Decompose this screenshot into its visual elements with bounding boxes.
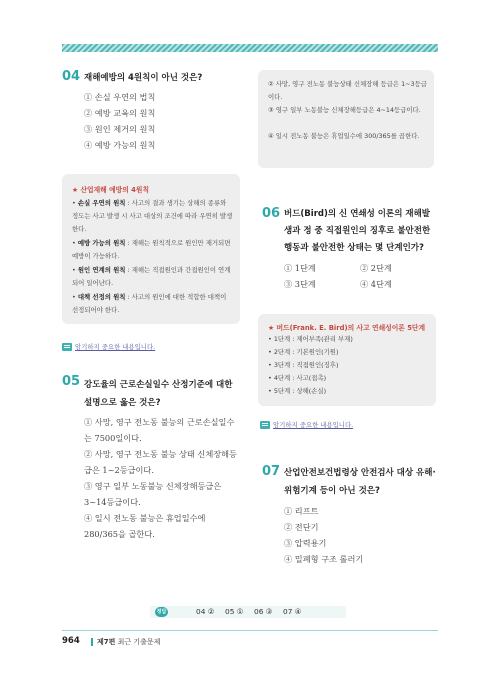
question-05-text: 강도율의 근로손실일수 산정기준에 대한 설명으로 옳은 것은? <box>84 380 233 408</box>
tip-q4-title: ★ 산업재해 예방의 4원칙 <box>72 186 150 194</box>
tip-q6-item-1: • 1단계 : 제어부족(관리 부재) <box>268 335 353 343</box>
q5-option-2[interactable]: ② 사망, 영구 전노동 불능 상태 신체장해등급은 1~2등급이다. <box>84 449 237 475</box>
q7-option-1[interactable]: ① 리프트 <box>284 506 319 516</box>
q7-option-2[interactable]: ② 전단기 <box>284 522 319 532</box>
tip-q4-item-4: • 대책 선정의 원칙 : 사고의 원인에 대한 적합한 대책이 선정되어야 한다. <box>72 293 227 314</box>
q4-option-4[interactable]: ④ 예방 가능의 원칙 <box>84 140 156 150</box>
tip-q6-item-3: • 3단계 : 직접원인(징후) <box>268 361 339 369</box>
q6-option-3[interactable]: ③ 3단계 <box>284 279 316 289</box>
tip-q6-title: ★ 버드(Frank. E. Bird)의 사고 연쇄성이론 5단계 <box>268 324 426 332</box>
memo-note-q4: 암기하지 중요한 내용입니다. <box>62 342 155 351</box>
question-number-04: 04 <box>62 69 81 84</box>
question-06-text: 버드(Bird)의 신 연쇄성 이론의 재해발생과 정 중 직접원인의 징후로 불안전한 행동과 불안전한 상태는 몇 단계인가? <box>284 209 431 253</box>
question-04-text: 재해예방의 4원칙이 아닌 것은? <box>84 73 203 83</box>
q4-option-2[interactable]: ② 예방 교육의 원칙 <box>84 108 156 118</box>
q4-option-1[interactable]: ① 손실 우연의 법칙 <box>84 92 156 102</box>
tip-q6-item-4: • 4단계 : 사고(접촉) <box>268 374 327 382</box>
page-number: 964 <box>62 636 80 646</box>
q6-option-1[interactable]: ① 1단계 <box>284 263 316 273</box>
answer-04: 04 ② <box>196 607 215 616</box>
tip-q6-item-2: • 2단계 : 기본원인(기원) <box>268 348 339 356</box>
memo-note-q6: 암기하지 중요한 내용입니다. <box>260 420 353 429</box>
q5-option-3[interactable]: ③ 영구 일부 노동불능 신체장해등급은 3~14등급이다. <box>84 481 222 507</box>
q5-explain-4: ④ 일시 전노동 불능은 휴업일수에 300/365를 곱한다. <box>268 132 420 140</box>
tip-q6-item-5: • 5단계 : 상해(손실) <box>268 387 327 395</box>
memo-icon <box>62 343 72 351</box>
answer-05: 05 ① <box>225 607 244 616</box>
q6-option-4[interactable]: ④ 4단계 <box>360 279 392 289</box>
q5-explain-2: ② 사망, 영구 전노동 불능상태 신체장해 등급은 1~3등급이다. <box>268 80 427 101</box>
q7-option-3[interactable]: ③ 압력용기 <box>284 538 327 548</box>
q5-explain-3: ③ 영구 일부 노동불능 신체장해등급은 4~14등급이다. <box>268 106 421 114</box>
tip-q4-item-1: • 손실 우연의 원칙 : 사고의 결과 생기는 상해의 종류와 정도는 사고 발생 시 사고 대상의 조건에 따라 우연히 발생한다. <box>72 199 233 233</box>
memo-icon <box>260 421 270 429</box>
question-number-07: 07 <box>262 464 281 479</box>
q5-option-1[interactable]: ① 사망, 영구 전노동 불능의 근로손실일수는 7500일이다. <box>84 417 235 443</box>
question-07-text: 산업안전보건법령상 안전검사 대상 유해·위험기계 등이 아닌 것은? <box>284 468 436 496</box>
question-number-06: 06 <box>262 206 281 221</box>
answer-07: 07 ④ <box>283 607 302 616</box>
q5-option-4[interactable]: ④ 일시 전노동 불능은 휴업일수에 280/365을 곱한다. <box>84 513 206 539</box>
tip-q4-item-2: • 예방 가능의 원칙 : 재해는 원칙적으로 원인만 제거되면 예방이 가능하다. <box>72 239 231 260</box>
answer-key-bar <box>150 606 346 618</box>
footer-section-title: 제7편 최근 기출문제 <box>97 638 161 646</box>
answer-06: 06 ③ <box>254 607 273 616</box>
tip-q4-item-3: • 원인 연계의 원칙 : 재해는 직접원인과 간접원인이 연계되어 일어난다. <box>72 266 231 287</box>
answer-badge: 정답 <box>156 609 167 615</box>
header-stripe-band <box>62 44 438 52</box>
q4-option-3[interactable]: ③ 원인 제거의 원칙 <box>84 124 156 134</box>
footer-divider <box>62 630 438 631</box>
question-number-05: 05 <box>62 374 81 389</box>
q6-option-2[interactable]: ② 2단계 <box>360 263 392 273</box>
q7-option-4[interactable]: ④ 밀폐형 구조 롤러기 <box>284 554 364 564</box>
footer-separator <box>91 638 93 646</box>
